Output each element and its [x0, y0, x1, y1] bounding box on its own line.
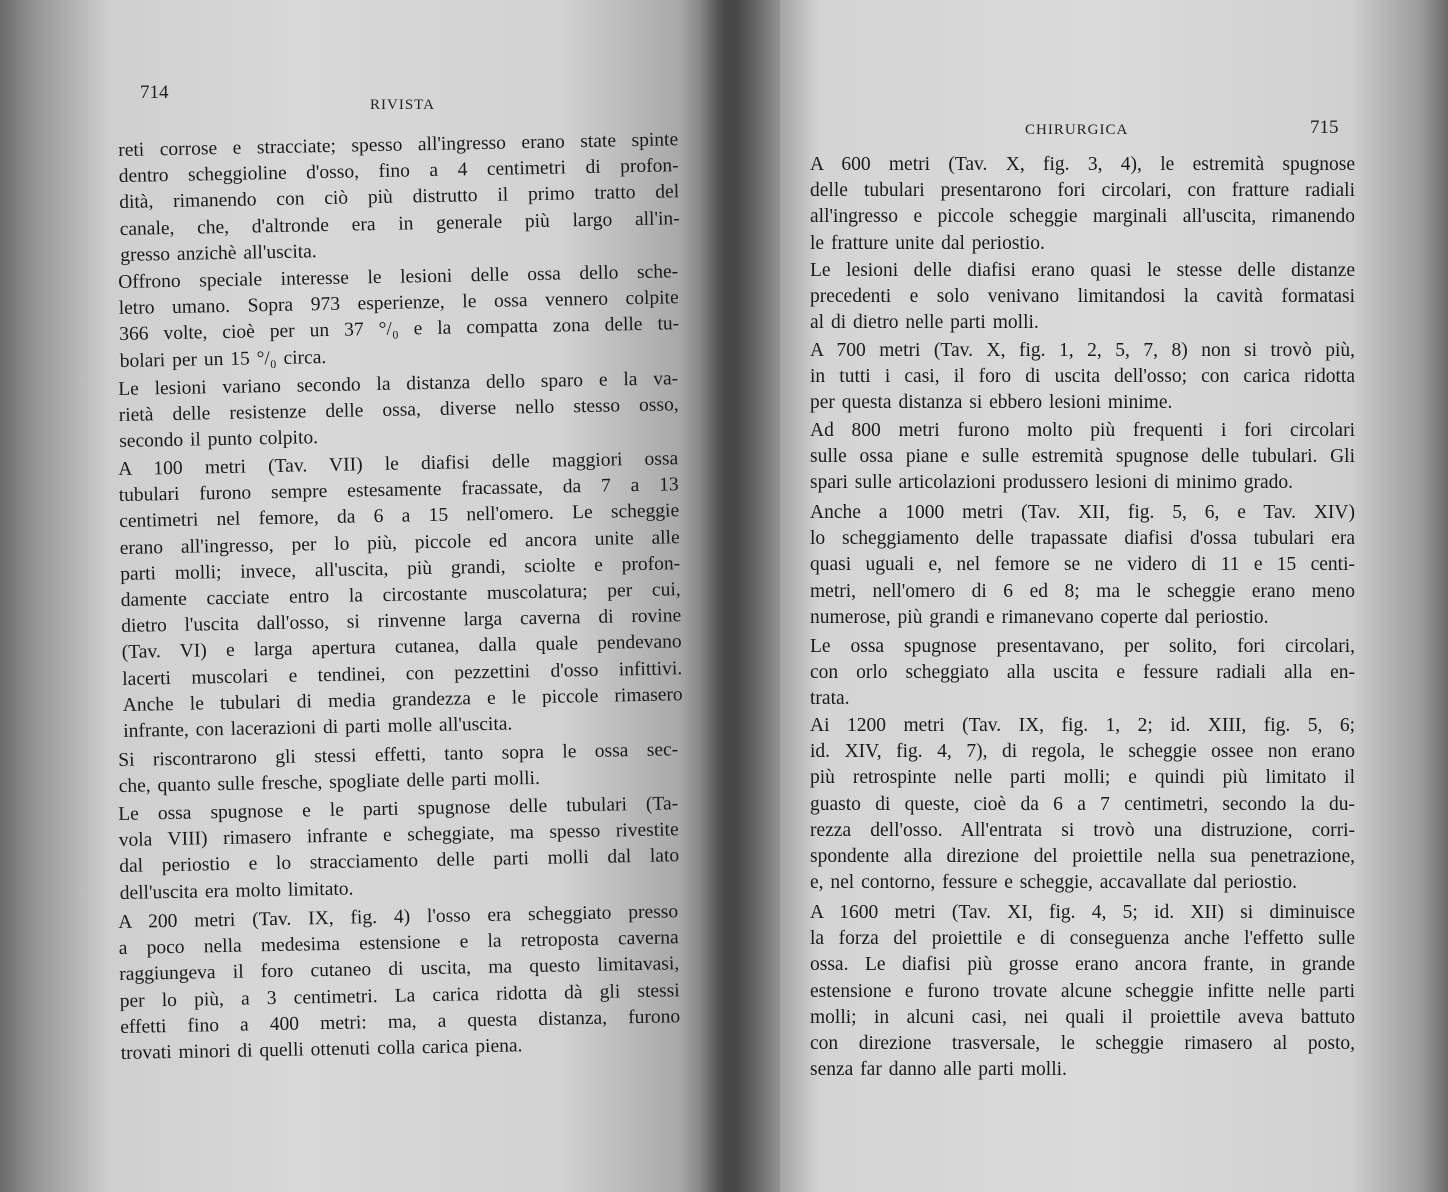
- text-line: molli; in alcuni casi, nei quali il proiettile aveva battuto: [810, 1006, 1355, 1028]
- text-line: canale, che, d'altronde era in generale più largo all'in-: [119, 207, 680, 240]
- text-line: Ad 800 metri furono molto più frequenti i fori circolari: [810, 420, 1355, 441]
- text-line: (Tav. VI) e larga apertura cutanea, dalla quale pendevano: [121, 631, 682, 664]
- text-line: e, nel contorno, fessure e scheggie, accavallate dal periostio.: [810, 872, 1298, 894]
- text-line: lo scheggiamento delle trapassate diafisi d'ossa tubulari era: [810, 528, 1355, 550]
- text-line: secondo il punto colpito.: [119, 427, 319, 453]
- text-line: id. XIV, fig. 4, 7), di regola, le scheggie ossee non erano: [810, 741, 1355, 763]
- text-line: precedenti e solo venivano limitandosi la cavità formatasi: [810, 286, 1355, 308]
- text-line: con direzione trasversale, le scheggie rimasero al posto,: [810, 1033, 1355, 1055]
- text-line: lacerti muscolari e tendinei, con pezzettini d'osso infittivi.: [122, 657, 683, 690]
- text-line: centimetri nel femore, da 6 a 15 nell'omero. Le scheggie: [119, 500, 680, 533]
- text-line: più retrospinte nelle parti molli; e quindi più limitato il: [810, 767, 1355, 789]
- text-line: Ai 1200 metri (Tav. IX, fig. 1, 2; id. XIII, fig. 5, 6;: [810, 715, 1355, 736]
- text-line: dell'uscita era molto limitato.: [119, 878, 354, 904]
- text-line: spondente alla direzione del proiettile nella sua penetrazione,: [810, 846, 1355, 868]
- text-line: rezza dell'osso. All'entrata si trovò una distruzione, corri-: [810, 819, 1355, 841]
- text-line: per questa distanza si ebbero lesioni minime.: [810, 392, 1173, 414]
- text-line: dal periostio e lo stracciamento delle parti molli dal lato: [119, 845, 680, 878]
- text-line: Le ossa spugnose presentavano, per solito, fori circolari,: [810, 636, 1355, 657]
- paragraph: [810, 634, 1355, 713]
- text-line: Le lesioni delle diafisi erano quasi le stesse delle distanze: [810, 260, 1355, 281]
- page-number: 714: [140, 82, 169, 103]
- text-line: effetti fino a 400 metri: ma, a questa distanza, furono: [120, 1006, 681, 1038]
- text-line: con orlo scheggiato alla uscita e fessure radiali alla en-: [810, 662, 1355, 684]
- text-line: trata.: [810, 688, 850, 710]
- text-line: tubulari furono sempre estesamente fracassate, da 7 a 13: [118, 474, 679, 507]
- text-line: in tutti i casi, il foro di uscita dell'osso; con carica ridotta: [810, 366, 1355, 388]
- running-head: RIVISTA: [370, 97, 435, 113]
- text-line: le fratture unite dal periostio.: [810, 232, 1045, 254]
- paragraph: [118, 446, 683, 745]
- text-line: rietà delle resistenze delle ossa, diverse nello stesso osso,: [118, 394, 679, 427]
- text-line: letro umano. Sopra 973 esperienze, le ossa vennero colpite: [118, 287, 679, 320]
- paragraph: [118, 127, 680, 269]
- text-line: quasi uguali e, nel femore se ne videro di 11 e 15 centi-: [810, 554, 1355, 576]
- text-line: trovati minori di quelli ottenuti colla carica piena.: [120, 1035, 523, 1064]
- text-line: Offrono speciale interesse le lesioni delle ossa dello sche-: [118, 261, 679, 293]
- text-line: vola VIII) rimasero infrante e scheggiate, ma spesso rivestite: [118, 819, 679, 852]
- paragraph: [118, 791, 680, 907]
- text-line: ossa. Le diafisi più grosse erano ancora frante, in grande: [810, 954, 1355, 976]
- text-line: A 700 metri (Tav. X, fig. 1, 2, 5, 7, 8) non si trovò più,: [810, 340, 1355, 361]
- text-line: dentro scheggioline d'osso, fino a 4 centimetri di profon-: [118, 155, 679, 188]
- text-line: dietro l'uscita dall'osso, si rinvenne larga caverna di rovine: [121, 605, 682, 638]
- text-line: numerose, più grandi e rimanevano coperte dal periostio.: [810, 606, 1269, 628]
- text-line: Anche le tubulari di media grandezza e le piccole rimasero: [122, 684, 683, 716]
- text-line: per lo più, a 3 centimetri. La carica ridotta dà gli stessi: [119, 979, 680, 1012]
- paragraph: [810, 338, 1355, 417]
- paragraph: [810, 152, 1355, 257]
- text-line: Le lesioni variano secondo la distanza dello sparo e la va-: [118, 368, 679, 400]
- text-line: erano all'ingresso, per lo più, piccole ed ancora unite alle: [119, 526, 680, 559]
- text-line: A 600 metri (Tav. X, fig. 3, 4), le estremità spugnose: [810, 154, 1355, 175]
- text-line: dità, rimanendo con ciò più distrutto il primo tratto del: [119, 181, 680, 214]
- paragraph: [810, 258, 1355, 337]
- right-page: [735, 0, 1448, 1192]
- text-line: al di dietro nelle parti molli.: [810, 312, 1039, 334]
- paragraph: [118, 366, 679, 455]
- text-line: A 1600 metri (Tav. XI, fig. 4, 5; id. XII) si diminuisce: [810, 902, 1355, 923]
- paragraph: [810, 900, 1355, 1083]
- text-line: A 100 metri (Tav. VII) le diafisi delle maggiori ossa: [118, 448, 679, 480]
- text-line: estensione e furono trovate alcune scheggie infitte nelle parti: [810, 980, 1355, 1002]
- text-line: delle tubulari presentarono fori circolari, con fratture radiali: [810, 180, 1355, 202]
- text-line: guasto di queste, cioè da 6 a 7 centimetri, secondo la du-: [810, 793, 1355, 815]
- running-head: CHIRURGICA: [1025, 122, 1129, 138]
- text-line: reti corrose e stracciate; spesso all'ingresso erano state spinte: [118, 129, 679, 161]
- text-line: 366 volte, cioè per un 37 °/₀ e la compatta zona delle tu-: [119, 313, 680, 346]
- paragraph: [810, 418, 1355, 497]
- text-line: che, quanto sulle fresche, spogliate delle parti molli.: [118, 768, 541, 798]
- text-line: damente cacciate entro la circostante muscolatura; per cui,: [120, 579, 681, 611]
- paragraph: [118, 259, 680, 375]
- paragraph: [118, 737, 679, 800]
- text-line: senza far danno alle parti molli.: [810, 1059, 1067, 1081]
- paragraph: [810, 500, 1355, 631]
- text-line: la forza del proiettile e di conseguenza anche l'effetto sulle: [810, 928, 1355, 950]
- text-line: Si riscontrarono gli stessi effetti, tanto sopra le ossa sec-: [118, 739, 679, 771]
- page-number: 715: [1310, 117, 1339, 138]
- text-line: spari sulle articolazioni produssero lesioni di minimo grado.: [810, 472, 1293, 494]
- paragraph: [118, 899, 681, 1067]
- text-line: Le ossa spugnose e le parti spugnose delle tubulari (Ta-: [118, 793, 679, 825]
- text-line: metri, nell'omero di 6 ed 8; ma le scheggie erano meno: [810, 580, 1355, 602]
- text-line: raggiungeva il foro cutaneo di uscita, ma questo limitavasi,: [119, 953, 680, 986]
- text-line: parti molli; invece, all'uscita, più grandi, sciolte e profon-: [120, 553, 681, 585]
- text-line: infrante, con lacerazioni di parti molle all'uscita.: [123, 713, 513, 742]
- text-line: all'ingresso e piccole scheggie marginali all'uscita, rimanendo: [810, 206, 1355, 228]
- text-line: A 200 metri (Tav. IX, fig. 4) l'osso era scheggiato presso: [118, 901, 679, 933]
- text-line: Anche a 1000 metri (Tav. XII, fig. 5, 6, e Tav. XIV): [810, 502, 1355, 523]
- text-line: sulle ossa piane e sulle estremità spugnose delle tubulari. Gli: [810, 446, 1355, 468]
- text-line: a poco nella medesima estensione e la retroposta caverna: [118, 927, 679, 960]
- text-line: gresso anzichè all'uscita.: [120, 241, 317, 266]
- text-line: bolari per un 15 °/₀ circa.: [119, 346, 327, 372]
- paragraph: [810, 713, 1355, 896]
